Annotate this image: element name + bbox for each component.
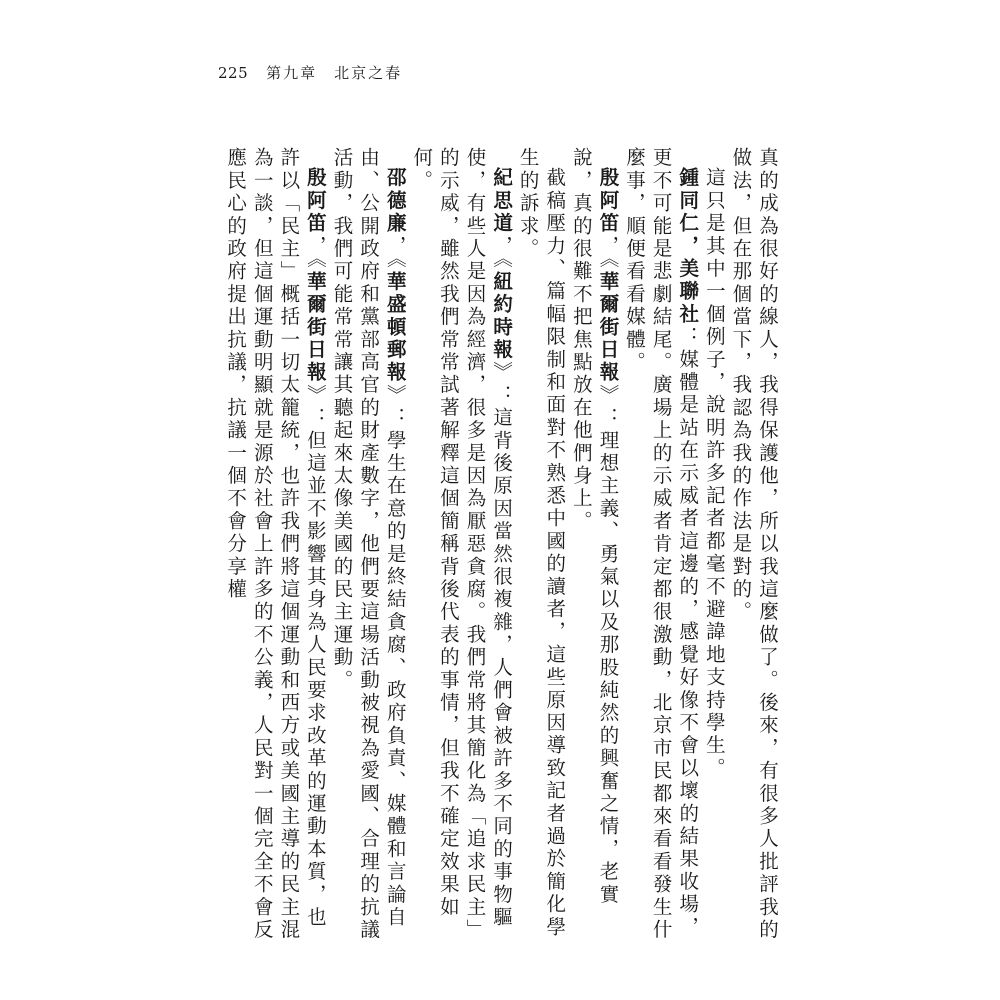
publication-name: 華爾街日報 [596,270,620,384]
paragraph-text: 》：理想主義、勇氣以及那股純然的興奮之情，老實說，真的很難不把焦點放在他們身上。 [569,147,620,906]
speaker-name: 紀思道 [490,166,514,235]
paragraph-text: 截稿壓力、篇幅限制和面對不熟悉中國的讀者，這些原因導致記者過於簡化學生的訴求。 [516,147,567,939]
paragraph [222,147,328,947]
paragraph-text: 這只是其中一個例子，說明許多記者都毫不避諱地支持學生。 [702,166,726,780]
paragraph [514,147,567,947]
paragraph-text: 》：學生在意的是終結貪腐、政府負責、媒體和言論自由、公開政府和黨部高官的財產數字，他們要這場活動被視為愛國、合理的抗議活動，我們可能常常讓其聽起來太像美國的民主運動。 [330,147,407,942]
paragraph-text: 真的成為很好的線人，我得保護他，所以我這麼做了。後來，有很多人批評我的做法，但在那個當下，我認為我的作法是對的。 [729,147,779,942]
paragraph-text: ，《 [303,234,327,271]
paragraph-text: 》：但這並不影響其身為人民要求改革的運動本質，也許以「民主」概括一切太籠統，也許我們將這個運動和西方或美國主導的民主混為一談，但這個運動明顯就是源於社會上許多的不公義，人民對一個完全不會反應民心的政府提出抗議，抗議一個不會分享權 [224,147,327,942]
publication-name: 華爾街日報 [303,270,327,384]
vertical-body-text [220,147,780,947]
paragraph [328,147,408,947]
publication-name: 華盛頓郵報 [383,270,407,384]
running-head [218,62,402,83]
speaker-name: 殷阿笛 [596,166,620,235]
paragraph [727,147,780,947]
chapter-number: 第九章 [266,64,318,82]
paragraph [408,147,514,947]
chapter-title: 北京之春 [334,64,403,82]
paragraph [700,147,727,947]
publication-name: 紐約時報 [490,270,514,362]
paragraph-text: 》：這背後原因當然很複雜，人們會被許多不同的事物驅使，有些人是因為經濟，很多是因為厭惡貪腐。我們常將其簡化為「追求民主」的示威，雖然我們常常試著解釋這個簡稱背後代表的事情，但我不確定效果如何。 [410,147,514,942]
paragraph-text: ，《 [383,234,407,271]
chapter-label [266,62,402,83]
speaker-name: 殷阿笛 [303,166,327,235]
paragraph-text: ：媒體是站在示威者這邊的，感覺好像不會以壞的結果收場，更不可能是悲劇結尾。廣場上的示威者肯定都很激動，北京市民都來看看發生什麼事，順便看看媒體。 [623,147,700,942]
paragraph [620,147,700,947]
speaker-name: 邵德廉 [383,166,407,235]
paragraph [567,147,620,947]
paragraph-text: ，《 [490,234,514,271]
paragraph-text: ，《 [596,234,620,271]
speaker-name: 鍾同仁，美聯社 [676,166,700,326]
page-number: 225 [218,64,249,82]
